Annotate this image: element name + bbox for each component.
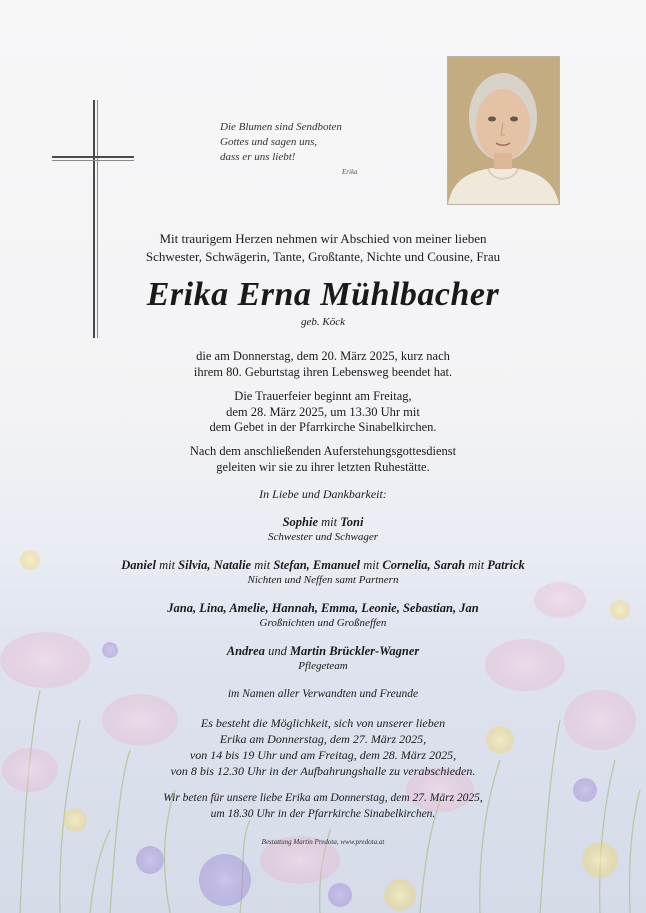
portrait-photo [447, 56, 560, 205]
text-line: um 18.30 Uhr in der Pfarrkirche Sinabelkirchen. [210, 808, 436, 820]
text-line: Nach dem anschließenden Auferstehungsgottesdienst [189, 444, 457, 458]
text-line: von 8 bis 12.30 Uhr in der Aufbahrungshalle zu verabschieden. [170, 764, 476, 778]
text-line: von 14 bis 19 Uhr und am Freitag, dem 28. März 2025, [189, 748, 457, 762]
text-line: Die Trauerfeier beginnt am Freitag, [234, 389, 412, 403]
mourner-name: Sophie [282, 515, 319, 529]
text-line: ihrem 80. Geburtstag ihren Lebensweg beendet hat. [193, 364, 453, 379]
intro-text [60, 230, 586, 266]
poem-line: Gottes und sagen uns, [220, 136, 318, 148]
mourner-name: Daniel [121, 558, 156, 572]
death-notice [60, 349, 586, 380]
mourner-name: Martin Brückler-Wagner [289, 644, 420, 658]
mourner-names: Jana, Lina, Amelie, Hannah, Emma, Leonie, Sebastian, Jan [167, 601, 479, 615]
text-line: geleiten wir sie zu ihrer letzten Ruhestätte. [216, 459, 430, 474]
connector: mit [159, 558, 176, 572]
relation-label: Pflegeteam [298, 660, 348, 672]
relation-label: Großnichten und Großneffen [259, 617, 387, 629]
gratitude-heading: In Liebe und Dankbarkeit: [259, 487, 387, 501]
prayer-notice [20, 790, 626, 822]
connector: mit [321, 515, 338, 529]
text-line: dem Gebet in der Pfarrkirche Sinabelkirchen. [209, 420, 437, 434]
text-line: Es besteht die Möglichkeit, sich von unserer lieben [200, 716, 446, 730]
text-line: die am Donnerstag, dem 20. März 2025, kurz nach [196, 349, 450, 363]
connector: mit [363, 558, 380, 572]
connector: mit [254, 558, 271, 572]
burial-notice [60, 444, 586, 475]
mourner-name: Toni [340, 515, 364, 529]
intro-line: Schwester, Schwägerin, Tante, Großtante, Nichte und Cousine, Frau [145, 249, 501, 264]
cross-bar-shadow [52, 160, 134, 161]
mourner-name: Silvia, Natalie [178, 558, 252, 572]
closing-line: im Namen aller Verwandten und Freunde [227, 688, 419, 700]
mourner-name: Cornelia, Sarah [382, 558, 466, 572]
text-line: Wir beten für unsere liebe Erika am Donnerstag, dem 27. März 2025, [163, 792, 483, 804]
viewing-notice [20, 715, 626, 779]
text-line: dem 28. März 2025, um 13.30 Uhr mit [226, 404, 420, 419]
mourner-group-siblings [20, 514, 626, 544]
mourner-group-nieces [20, 557, 626, 587]
mourner-group-grandnieces [20, 600, 626, 630]
relation-label: Schwester und Schwager [268, 531, 378, 543]
intro-line: Mit traurigem Herzen nehmen wir Abschied von meiner lieben [159, 231, 487, 246]
cross-bar [52, 156, 134, 158]
relation-label: Nichten und Neffen samt Partnern [247, 574, 399, 586]
mourner-group-care [20, 643, 626, 673]
maiden-name: geb. Köck [301, 316, 345, 328]
funeral-home-credit: Bestattung Martin Predota, www.predota.at [261, 838, 385, 846]
poem [220, 120, 390, 165]
mourner-name: Patrick [487, 558, 525, 572]
connector: mit [468, 558, 485, 572]
mourner-name: Andrea [226, 644, 265, 658]
deceased-name: Erika Erna Mühlbacher [146, 276, 500, 313]
poem-line: Die Blumen sind Sendboten [220, 121, 342, 133]
text-line: Erika am Donnerstag, dem 27. März 2025, [219, 732, 427, 746]
poem-line: dass er uns liebt! [220, 151, 296, 163]
poem-author: Erika [342, 168, 358, 176]
mourner-name: Stefan, Emanuel [273, 558, 361, 572]
ceremony-notice [60, 389, 586, 436]
connector: und [268, 644, 287, 658]
